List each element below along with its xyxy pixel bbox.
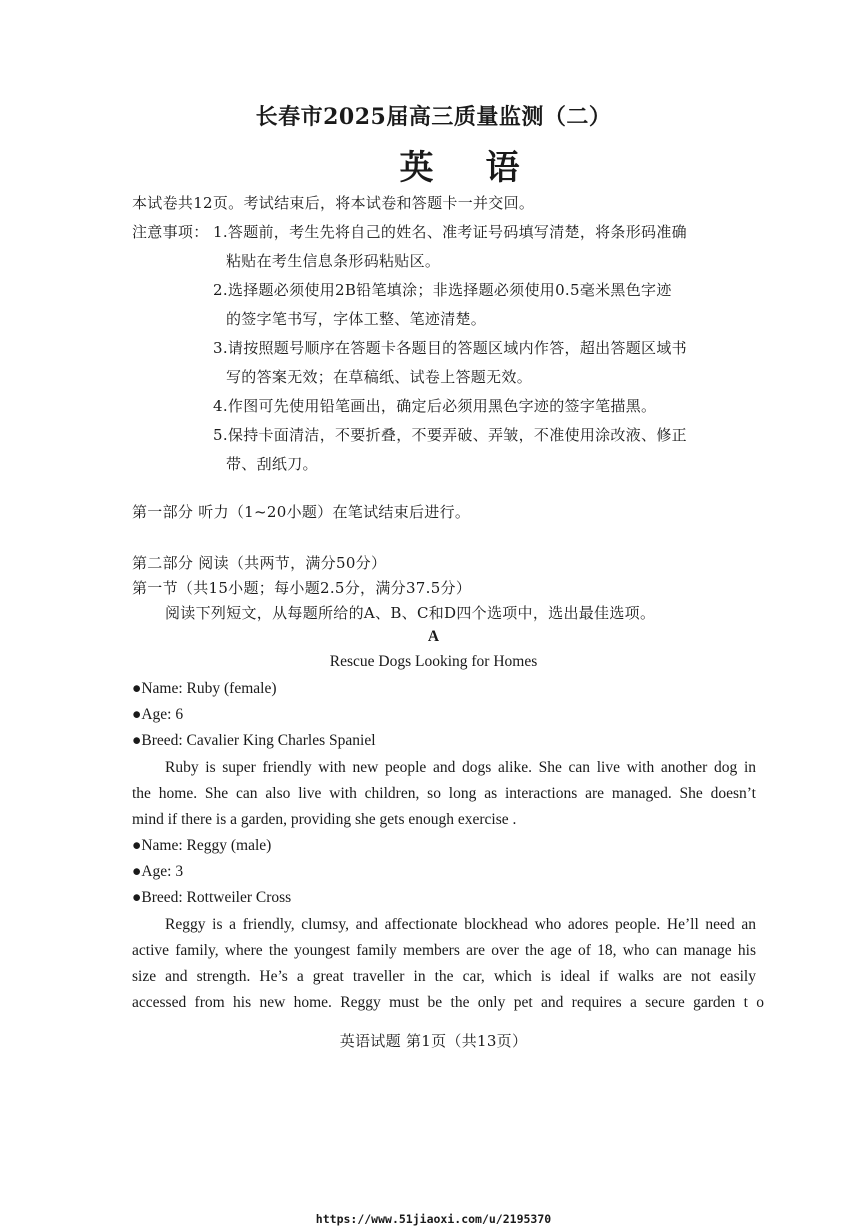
- dog-1-desc-line-2: the home. She can also live with children, so long as interactions are managed. She doesn’t: [132, 785, 756, 802]
- passage-letter: A: [427, 628, 440, 645]
- note-4: 4.作图可先使用铅笔画出，确定后必须用黑色字迹的签字笔描黑。: [213, 397, 657, 415]
- exam-intro: 本试卷共12页。考试结束后，将本试卷和答题卡一并交回。: [132, 194, 535, 212]
- note-2-line-2: 的签字笔书写，字体工整、笔迹清楚。: [226, 310, 487, 328]
- dog-2-name: ●Name: Reggy (male): [132, 837, 272, 854]
- part-2-heading: 第二部分 阅读（共两节，满分50分）: [132, 554, 387, 572]
- dog-1-desc-line-1: Ruby is super friendly with new people and dogs alike. She can live with another dog in: [165, 759, 756, 776]
- note-2-line-1: 2.选择题必须使用2B铅笔填涂；非选择题必须使用0.5毫米黑色字迹: [213, 281, 672, 299]
- dog-1-name: ●Name: Ruby (female): [132, 680, 277, 697]
- dog-1-age: ●Age: 6: [132, 706, 184, 723]
- note-5-line-1: 5.保持卡面清洁，不要折叠，不要弄破、弄皱，不准使用涂改液、修正: [213, 426, 687, 444]
- note-1-line-1: 1.答题前，考生先将自己的姓名、准考证号码填写清楚，将条形码准确: [213, 223, 687, 241]
- note-3-line-2: 写的答案无效；在草稿纸、试卷上答题无效。: [226, 368, 533, 386]
- subject-title: 英语: [399, 148, 572, 188]
- dog-1-breed: ●Breed: Cavalier King Charles Spaniel: [132, 732, 376, 749]
- reading-direction: 阅读下列短文，从每题所给的A、B、C和D四个选项中，选出最佳选项。: [165, 604, 656, 622]
- page-footer: 英语试题 第1页（共13页）: [339, 1032, 528, 1050]
- passage-title: Rescue Dogs Looking for Homes: [329, 653, 538, 670]
- watermark-url: https://www.51jiaoxi.com/u/2195370: [315, 1212, 552, 1226]
- part-1-heading: 第一部分 听力（1~20小题）在笔试结束后进行。: [132, 503, 471, 521]
- dog-2-breed: ●Breed: Rottweiler Cross: [132, 889, 292, 906]
- note-5-line-2: 带、刮纸刀。: [226, 455, 318, 473]
- dog-2-desc-line-1: Reggy is a friendly, clumsy, and affectionate blockhead who adores people. He’ll need an: [165, 916, 756, 933]
- note-1-line-2: 粘贴在考生信息条形码粘贴区。: [226, 252, 441, 270]
- dog-2-desc-line-4: accessed from his new home. Reggy must be the only pet and requires a secure garden t o: [132, 994, 764, 1011]
- dog-2-desc-line-2: active family, where the youngest family members are over the age of 18, who can manage his: [132, 942, 756, 959]
- note-3-line-1: 3.请按照题号顺序在答题卡各题目的答题区域内作答，超出答题区域书: [213, 339, 687, 357]
- exam-title: 长春市2025届高三质量监测（二）: [255, 104, 612, 130]
- dog-2-desc-line-3: size and strength. He’s a great traveller in the car, which is ideal if walks are not easily: [132, 968, 756, 985]
- dog-2-age: ●Age: 3: [132, 863, 184, 880]
- notes-label: 注意事项：: [132, 223, 209, 241]
- dog-1-desc-line-3: mind if there is a garden, providing she gets enough exercise .: [132, 811, 517, 828]
- section-1-heading: 第一节（共15小题；每小题2.5分，满分37.5分）: [132, 579, 472, 597]
